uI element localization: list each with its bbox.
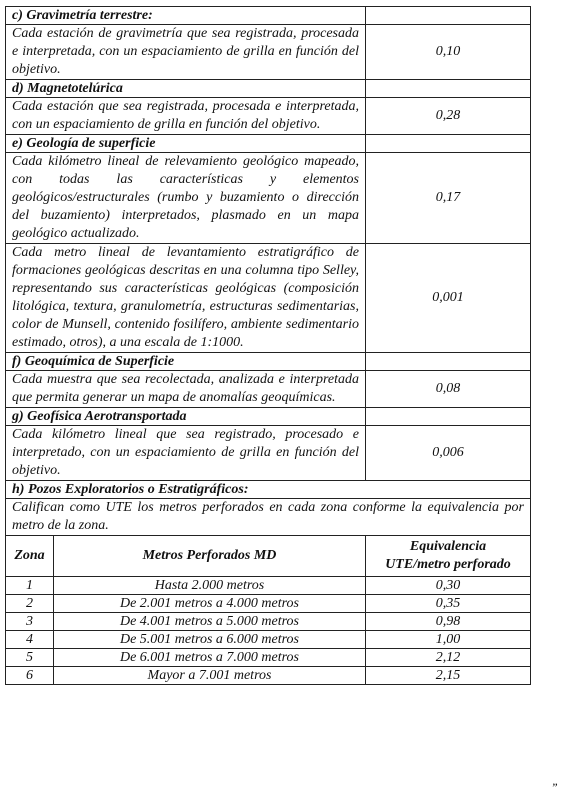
zone-depth-range: De 5.001 metros a 6.000 metros: [54, 631, 366, 649]
activity-value: 0,17: [366, 153, 531, 244]
section-heading-value-cell: [366, 7, 531, 25]
metros-header: Metros Perforados MD: [54, 536, 366, 577]
zone-number: 6: [6, 667, 54, 685]
zone-equivalence: 0,30: [366, 577, 531, 595]
section-heading: g) Geofísica Aerotransportada: [6, 408, 366, 426]
activity-description: Cada kilómetro lineal que sea registrado, procesado e interpretado, con un espaciamiento de grilla en función del objetivo.: [6, 426, 366, 481]
zone-row: [6, 613, 531, 631]
zone-number: 4: [6, 631, 54, 649]
activity-description: Cada estación que sea registrada, procesada e interpretada, con un espaciamiento de grilla en función del objetivo.: [6, 98, 366, 135]
activity-row: [6, 426, 531, 481]
zone-equivalence: 2,15: [366, 667, 531, 685]
zone-row: [6, 577, 531, 595]
wells-intro-row: [6, 499, 531, 536]
activity-row: [6, 153, 531, 244]
section-heading-row: [6, 481, 531, 499]
section-heading-row: [6, 135, 531, 153]
zone-equivalence: 1,00: [366, 631, 531, 649]
section-heading-row: [6, 408, 531, 426]
zone-equivalence: 2,12: [366, 649, 531, 667]
section-heading: d) Magnetotelúrica: [6, 80, 366, 98]
section-heading: h) Pozos Exploratorios o Estratigráficos:: [6, 481, 531, 499]
activity-value: 0,001: [366, 244, 531, 353]
section-heading-value-cell: [366, 135, 531, 153]
zone-depth-range: De 6.001 metros a 7.000 metros: [54, 649, 366, 667]
section-heading: e) Geología de superficie: [6, 135, 366, 153]
zone-equivalence: 0,98: [366, 613, 531, 631]
section-heading-value-cell: [366, 353, 531, 371]
activity-value: 0,08: [366, 371, 531, 408]
section-heading: c) Gravimetría terrestre:: [6, 7, 366, 25]
section-heading-value-cell: [366, 408, 531, 426]
activity-row: [6, 244, 531, 353]
zone-header-row: [6, 536, 531, 577]
zone-number: 1: [6, 577, 54, 595]
section-heading-row: [6, 7, 531, 25]
activity-value: 0,28: [366, 98, 531, 135]
activity-description: Cada metro lineal de levantamiento estratigráfico de formaciones geológicas descritas en una columna tipo Selley, representando sus características geológicas (composición litológica, textura, granulometría, estructuras sedimentarias, color de Munsell, contenido fosilífero, ambiente sedimentario estimado, otros), a una escala de 1:1000.: [6, 244, 366, 353]
zone-depth-range: De 4.001 metros a 5.000 metros: [54, 613, 366, 631]
zone-depth-range: De 2.001 metros a 4.000 metros: [54, 595, 366, 613]
section-heading-row: [6, 353, 531, 371]
zone-number: 3: [6, 613, 54, 631]
zone-number: 5: [6, 649, 54, 667]
closing-quote: ”: [551, 780, 558, 794]
equivalencia-header-line2: UTE/metro perforado: [385, 557, 511, 572]
zona-header: Zona: [6, 536, 54, 577]
equivalencia-header: [366, 536, 531, 577]
zone-row: [6, 649, 531, 667]
zone-row: [6, 595, 531, 613]
zone-depth-range: Hasta 2.000 metros: [54, 577, 366, 595]
activity-description: Cada muestra que sea recolectada, analizada e interpretada que permita generar un mapa de anomalías geoquímicas.: [6, 371, 366, 408]
zone-number: 2: [6, 595, 54, 613]
section-heading: f) Geoquímica de Superficie: [6, 353, 366, 371]
section-heading-value-cell: [366, 80, 531, 98]
activity-row: [6, 98, 531, 135]
zone-row: [6, 667, 531, 685]
activity-row: [6, 371, 531, 408]
ute-table: [5, 6, 531, 685]
wells-intro: Califican como UTE los metros perforados en cada zona conforme la equivalencia por metro de la zona.: [6, 499, 531, 536]
activity-description: Cada kilómetro lineal de relevamiento geológico mapeado, con todas las características y elementos geológicos/estructurales (rumbo y buzamiento o dirección del buzamiento) interpretados, plasmado en un mapa geológico actualizado.: [6, 153, 366, 244]
activity-value: 0,10: [366, 25, 531, 80]
activity-row: [6, 25, 531, 80]
activity-value: 0,006: [366, 426, 531, 481]
equivalencia-header-line1: Equivalencia: [409, 539, 487, 554]
section-heading-row: [6, 80, 531, 98]
zone-equivalence: 0,35: [366, 595, 531, 613]
activity-description: Cada estación de gravimetría que sea registrada, procesada e interpretada, con un espaciamiento de grilla en función del objetivo.: [6, 25, 366, 80]
zone-depth-range: Mayor a 7.001 metros: [54, 667, 366, 685]
zone-row: [6, 631, 531, 649]
